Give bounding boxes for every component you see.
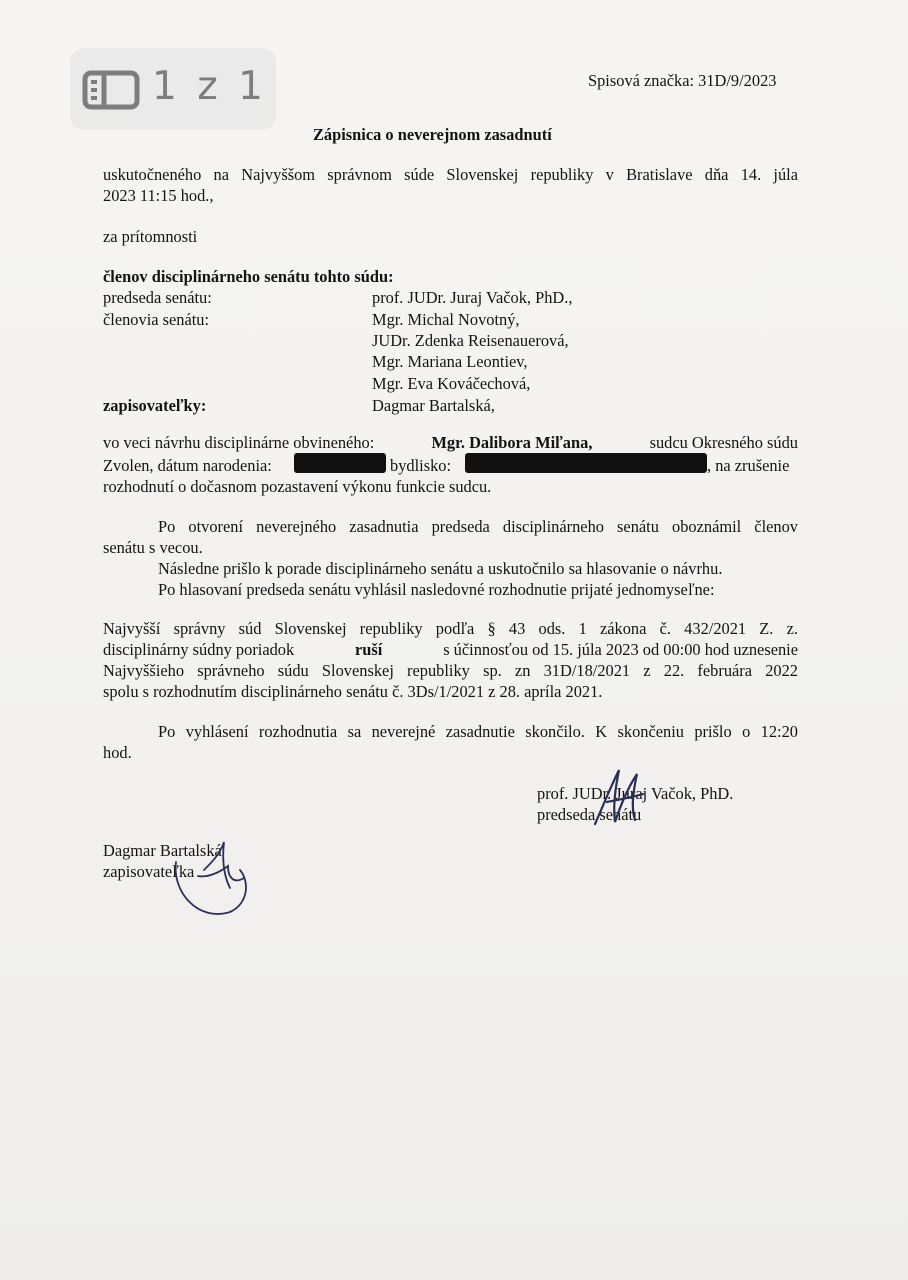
- closing-line-2: hod.: [103, 743, 132, 762]
- page-counter-badge: [70, 48, 276, 130]
- presence-line: za prítomnosti: [103, 227, 198, 246]
- page-counter-text: 1 z 1: [152, 64, 267, 109]
- redaction-bar: [294, 453, 386, 473]
- matter-text: , na zrušenie: [707, 456, 790, 475]
- clerk-signature-role: zapisovateľka: [103, 862, 195, 881]
- decision-text: disciplinárny súdny poriadok: [103, 640, 295, 659]
- chair-label: predseda senátu:: [103, 288, 212, 307]
- redaction-bar: [465, 453, 707, 473]
- clerk-signature-name: Dagmar Bartalská: [103, 841, 222, 860]
- matter-line-3: rozhodnutí o dočasnom pozastavení výkonu funkcie sudcu.: [103, 477, 492, 496]
- paragraph-vote: Po hlasovaní predseda senátu vyhlásil nasledovné rozhodnutie prijaté jednomyseľne:: [158, 580, 715, 599]
- intro-line-2: 2023 11:15 hod.,: [103, 186, 214, 205]
- paragraph-opening-end: senátu s vecou.: [103, 538, 203, 557]
- clerk-signature-scribble: [168, 832, 258, 924]
- chair-signature-scribble: [585, 762, 655, 832]
- chair-signature-name: prof. JUDr. Juraj Vačok, PhD.: [537, 784, 734, 803]
- matter-text: vo veci návrhu disciplinárne obvineného:: [103, 433, 375, 452]
- member-name: JUDr. Zdenka Reisenauerová,: [372, 331, 569, 350]
- members-heading: členov disciplinárneho senátu tohto súdu:: [103, 267, 394, 286]
- decision-line-3: Najvyššieho správneho súdu Slovenskej republiky sp. zn 31D/18/2021 z 22. februára 2022: [103, 661, 798, 680]
- closing-line-1: Po vyhlásení rozhodnutia sa neverejné zasadnutie skončilo. K skončeniu prišlo o 12:20: [158, 722, 798, 741]
- birth-date-label: Zvolen, dátum narodenia:: [103, 456, 272, 475]
- document-title: Zápisnica o neverejnom zasadnutí: [313, 125, 552, 144]
- matter-text: sudcu Okresného súdu: [649, 433, 798, 452]
- decision-text: s účinnosťou od 15. júla 2023 od 00:00 hod uznesenie: [443, 640, 798, 659]
- member-name: Mgr. Michal Novotný,: [372, 310, 520, 329]
- paragraph-deliberation: Následne prišlo k porade disciplinárneho senátu a uskutočnilo sa hlasovanie o návrhu.: [158, 559, 723, 578]
- clerk-label: zapisovateľky:: [103, 396, 207, 415]
- decision-line-1: Najvyšší správny súd Slovenskej republiky podľa § 43 ods. 1 zákona č. 432/2021 Z. z.: [103, 619, 798, 638]
- members-label: členovia senátu:: [103, 310, 210, 329]
- file-reference: Spisová značka: 31D/9/2023: [588, 71, 777, 90]
- member-name: Mgr. Eva Kováčechová,: [372, 374, 531, 393]
- residence-label: bydlisko:: [390, 456, 452, 475]
- paragraph-opening: Po otvorení neverejného zasadnutia predseda disciplinárneho senátu oboznámil členov: [158, 517, 798, 536]
- clerk-name: Dagmar Bartalská,: [372, 396, 495, 415]
- decision-verb: ruší: [355, 640, 383, 659]
- accused-name: Mgr. Dalibora Miľana,: [431, 433, 593, 452]
- intro-line-1: uskutočneného na Najvyššom správnom súde Slovenskej republiky v Bratislave dňa 14. júla: [103, 165, 798, 184]
- document-pages-icon: [82, 70, 140, 115]
- chair-name: prof. JUDr. Juraj Vačok, PhD.,: [372, 288, 573, 307]
- decision-line-4: spolu s rozhodnutím disciplinárneho senátu č. 3Ds/1/2021 z 28. apríla 2021.: [103, 682, 603, 701]
- matter-line-1: [103, 432, 798, 453]
- decision-line-2: [103, 639, 798, 660]
- chair-signature-role: predseda senátu: [537, 805, 642, 824]
- member-name: Mgr. Mariana Leontiev,: [372, 352, 528, 371]
